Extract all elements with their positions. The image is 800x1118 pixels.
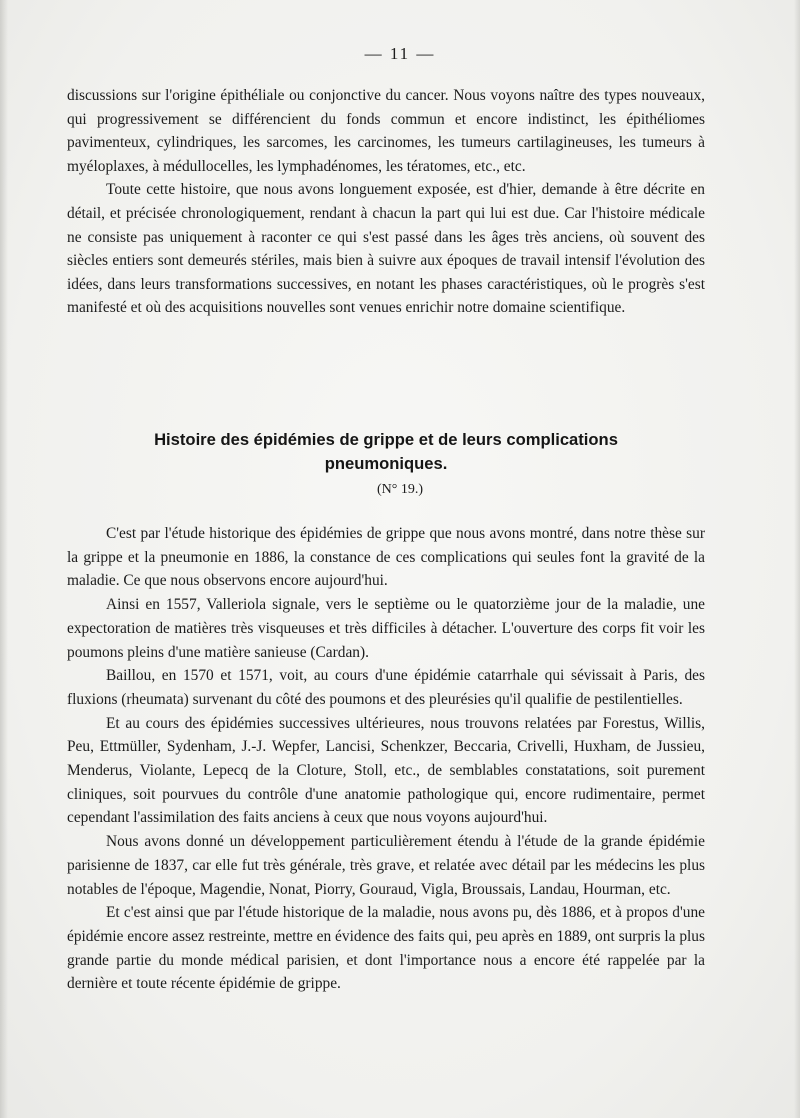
section-title-line: pneumoniques. — [324, 454, 448, 473]
intro-paragraph: Toute cette histoire, que nous avons longuement exposée, est d'hier, demande à être décrite en détail, et précisée chronologiquement, rendant à chacun la part qui lui est due. Car l'histoire médicale ne consiste pas uniquement à raconter ce qui s'est passé dans les âges très anciens, où souvent des siècles entiers sont demeurés stériles, mais bien à suivre aux époques de travail intensif l'évolution des idées, dans leurs transformations successives, en notant les phases caractéristiques, où le progrès s'est manifesté et où des acquisitions nouvelles sont venues enrichir notre domaine scientifique. — [67, 181, 705, 317]
page-right-edge — [794, 0, 800, 1118]
page-left-edge — [0, 0, 8, 1118]
body-paragraph: Ainsi en 1557, Valleriola signale, vers le septième ou le quatorzième jour de la maladie, une expectoration de matières très visqueuses et très difficiles à détacher. L'ouverture des corps fit voir les poumons pleins d'une matière sanieuse (Cardan). — [67, 596, 705, 661]
section-title-line: Histoire des épidémies de grippe et de leurs complications — [154, 430, 618, 449]
body-paragraph: C'est par l'étude historique des épidémies de grippe que nous avons montré, dans notre thèse sur la grippe et la pneumonie en 1886, la constance de ces complications qui seules font la gravité de la maladie. Ce que nous observons encore aujourd'hui. — [67, 525, 705, 590]
body-paragraph: Et c'est ainsi que par l'étude historique de la maladie, nous avons pu, dès 1886, et à propos d'une épidémie encore assez restreinte, mettre en évidence des faits qui, peu après en 1889, ont surpris la plus grande partie du monde médical parisien, et dont l'importance nous a encore été rappelée par la dernière et toute récente épidémie de grippe. — [67, 904, 705, 993]
section-title — [67, 428, 705, 476]
intro-paragraph: discussions sur l'origine épithéliale ou conjonctive du cancer. Nous voyons naître des types nouveaux, qui progressivement se différencient du fonds commun et encore indistinct, les épithéliomes pavimenteux, cylindriques, les sarcomes, les carcinomes, les tumeurs cartilagineuses, les tumeurs à myéloplaxes, à médullocelles, les lymphadénomes, les tératomes, etc., etc. — [67, 87, 705, 175]
body-paragraph: Nous avons donné un développement particulièrement étendu à l'étude de la grande épidémie parisienne de 1837, car elle fut très générale, très grave, et relatée avec détail par les médecins les plus notables de l'époque, Magendie, Nonat, Piorry, Gouraud, Vigla, Broussais, Landau, Hourman, etc. — [67, 833, 705, 898]
section-body — [67, 522, 705, 996]
section-reference: (N° 19.) — [376, 482, 424, 497]
intro-text — [67, 84, 705, 320]
body-paragraph: Baillou, en 1570 et 1571, voit, au cours d'une épidémie catarrhale qui sévissait à Paris, des fluxions (rheumata) survenant du côté des poumons et des pleurésies qu'il qualifie de pestilentielles. — [67, 667, 705, 708]
body-paragraph: Et au cours des épidémies successives ultérieures, nous trouvons relatées par Forestus, Willis, Peu, Ettmüller, Sydenham, J.-J. Wepfer, Lancisi, Schenkzer, Beccaria, Crivelli, Huxham, de Jussieu, Menderus, Violante, Lepecq de la Cloture, Stoll, etc., de semblables constatations, soit purement cliniques, soit pourvues du contrôle d'une anatomie pathologique qui, encore rudimentaire, permet cependant l'assimilation des faits anciens à ceux que nous voyons aujourd'hui. — [67, 714, 705, 827]
page-number: — 11 — — [364, 44, 436, 63]
